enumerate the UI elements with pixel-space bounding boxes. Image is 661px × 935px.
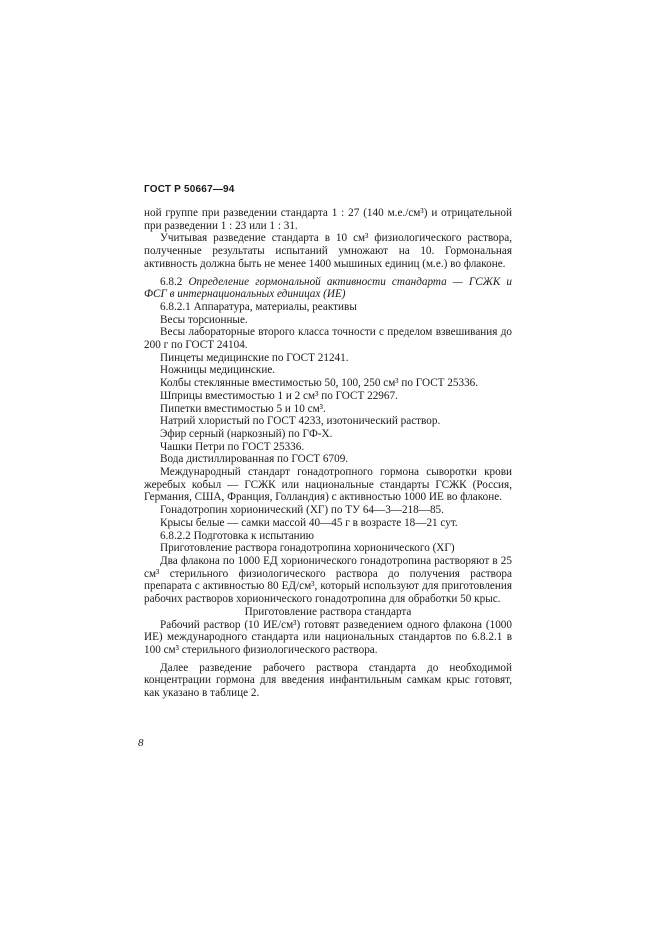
paragraph: Приготовление раствора гонадотропина хорионического (ХГ): [160, 542, 455, 555]
paragraph: Пинцеты медицинские по ГОСТ 21241.: [160, 351, 349, 364]
paragraph: Ножницы медицинские.: [160, 364, 276, 377]
paragraph: Два флакона по 1000 ЕД хорионического гонадотропина растворяют в 25 см³ стерильного физиологического раствора до получения раствора препарата с активностью 80 ЕД/см³, который используют для приготовления рабочих растворов хорионического гонадотропина для обработки 50 крыс.: [144, 554, 512, 606]
paragraph: Натрий хлористый по ГОСТ 4233, изотонический раствор.: [160, 415, 441, 428]
section-heading: Определение гормональной активности стандарта — ГСЖК и ФСГ в интернациональных единицах (ИЕ): [144, 275, 512, 301]
paragraph: Далее разведение рабочего раствора стандарта до необходимой концентрации гормона для введения инфантильным самкам крыс готовят, как указано в таблице 2.: [144, 661, 512, 700]
paragraph: Весы лабораторные второго класса точности с пределом взвешивания до 200 г по ГОСТ 24104.: [144, 326, 512, 352]
paragraph: ной группе при разведении стандарта 1 : 27 (140 м.е./см³) и отрицательной при разведении 1 : 23 или 1 : 31.: [144, 207, 512, 232]
paragraph: Учитывая разведение стандарта в 10 см³ физиологического раствора, полученные результаты испытаний умножают на 10. Гормональная активность должна быть не менее 1400 мышиных единиц (м.е.) во флаконе.: [144, 232, 512, 270]
paragraph: Международный стандарт гонадотропного гормона сыворотки крови жеребых кобыл — ГСЖК или национальные стандарты ГСЖК (Россия, Германия, США, Франция, Голландия) с активностью 1000 ИЕ во флаконе.: [144, 466, 512, 504]
page-number: 8: [138, 737, 144, 749]
paragraph: 6.8.2.1 Аппаратура, материалы, реактивы: [160, 300, 357, 313]
paragraph: Эфир серный (наркозный) по ГФ-Х.: [160, 427, 333, 440]
paragraph: [144, 276, 512, 301]
page-header: ГОСТ Р 50667—94: [144, 184, 235, 195]
paragraph: Рабочий раствор (10 ИЕ/см³) готовят разведением одного флакона (1000 ИЕ) международного стандарта или национальных стандартов по 6.8.2.1 в 100 см³ стерильного физиологического раствора.: [144, 618, 512, 656]
paragraph: Пипетки вместимостью 5 и 10 см³.: [160, 402, 326, 415]
document-body: [144, 207, 512, 700]
paragraph: Гонадотропин хорионический (ХГ) по ТУ 64—3—218—85.: [160, 504, 444, 517]
paragraph: Приготовление раствора стандарта: [244, 605, 412, 618]
section-number: 6.8.2: [160, 275, 189, 288]
paragraph: Шприцы вместимостью 1 и 2 см³ по ГОСТ 22967.: [160, 389, 398, 402]
paragraph: 6.8.2.2 Подготовка к испытанию: [160, 529, 315, 542]
paragraph: Вода дистиллированная по ГОСТ 6709.: [160, 453, 349, 466]
paragraph: Весы торсионные.: [160, 313, 248, 326]
paragraph: Крысы белые — самки массой 40—45 г в возрасте 18—21 сут.: [160, 516, 458, 529]
paragraph: Колбы стеклянные вместимостью 50, 100, 250 см³ по ГОСТ 25336.: [160, 377, 479, 390]
paragraph: Чашки Петри по ГОСТ 25336.: [160, 440, 305, 453]
